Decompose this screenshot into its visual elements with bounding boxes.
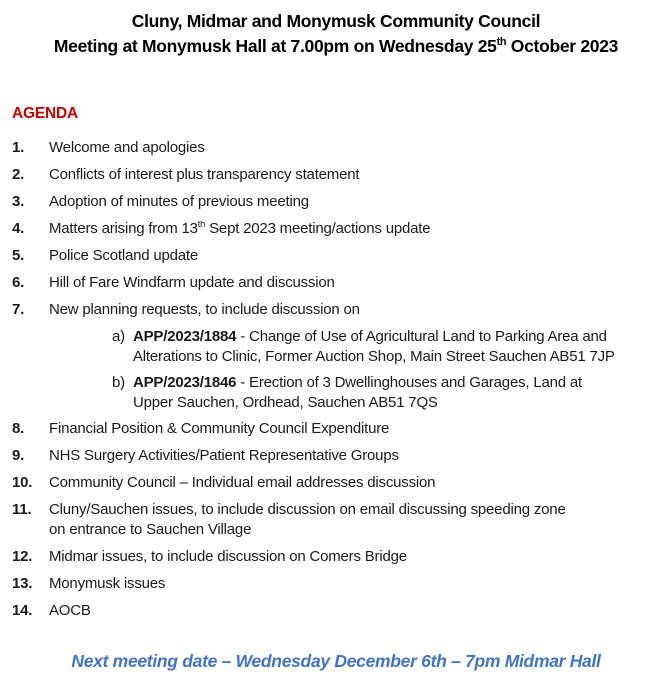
subitem-line-2: Alterations to Clinic, Former Auction Shop, Main Street Sauchen AB51 7JP	[133, 348, 615, 365]
planning-requests-sublist	[112, 327, 660, 413]
item-text	[49, 500, 566, 540]
agenda-item-9	[12, 446, 660, 466]
item-text: Financial Position & Community Council Expenditure	[49, 420, 390, 437]
agenda-item-12	[12, 547, 660, 567]
item-text	[49, 219, 430, 239]
item-line-2: on entrance to Sauchen Village	[49, 521, 252, 538]
item-text: Welcome and apologies	[49, 139, 205, 156]
agenda-list	[12, 138, 660, 621]
item-text: Conflicts of interest plus transparency statement	[49, 166, 360, 183]
agenda-item-11	[12, 500, 660, 540]
item-text: AOCB	[49, 602, 91, 619]
item-text-tail: Sept 2023 meeting/actions update	[205, 220, 431, 237]
item-text-pre: Matters arising from 13	[49, 220, 198, 237]
agenda-item-14	[12, 601, 660, 621]
item-number: 12.	[12, 548, 33, 565]
agenda-item-10	[12, 473, 660, 493]
agenda-item-7	[12, 300, 660, 320]
item-number: 11.	[12, 501, 32, 518]
agenda-item-13	[12, 574, 660, 594]
title-line-1: Cluny, Midmar and Monymusk Community Council	[131, 11, 541, 31]
subitem-label: b)	[112, 374, 125, 391]
item-text: Monymusk issues	[49, 575, 166, 592]
item-text: Police Scotland update	[49, 247, 199, 264]
title-line-2	[12, 34, 660, 59]
application-description: - Change of Use of Agricultural Land to Parking Area and	[236, 328, 607, 345]
item-number: 6.	[12, 274, 25, 291]
item-ordinal-superscript: th	[197, 219, 206, 229]
application-number: APP/2023/1846	[133, 374, 237, 391]
next-meeting-note: Next meeting date – Wednesday December 6th – 7pm Midmar Hall	[71, 651, 601, 671]
application-number: APP/2023/1884	[133, 328, 237, 345]
subitem-line-1	[133, 327, 615, 347]
item-number: 4.	[12, 220, 25, 237]
item-line-1: Cluny/Sauchen issues, to include discussion on email discussing speeding zone	[49, 501, 566, 518]
item-number: 2.	[12, 166, 25, 183]
item-text: Community Council – Individual email addresses discussion	[49, 474, 436, 491]
agenda-item-3	[12, 192, 660, 212]
item-number: 13.	[12, 575, 33, 592]
document-title	[12, 9, 660, 59]
item-text: Adoption of minutes of previous meeting	[49, 193, 309, 210]
agenda-heading: AGENDA	[12, 105, 78, 122]
agenda-item-8	[12, 419, 660, 439]
subitem-line-2: Upper Sauchen, Ordhead, Sauchen AB51 7QS	[133, 394, 438, 411]
subitem-label: a)	[112, 328, 125, 345]
subitem-line-1	[133, 373, 582, 393]
title-line-2-tail: October 2023	[506, 36, 619, 56]
agenda-item-1	[12, 138, 660, 158]
item-number: 7.	[12, 301, 25, 318]
agenda-item-6	[12, 273, 660, 293]
subitem-text	[133, 373, 582, 413]
item-number: 1.	[12, 139, 25, 156]
item-text: Midmar issues, to include discussion on Comers Bridge	[49, 548, 407, 565]
item-number: 9.	[12, 447, 25, 464]
title-ordinal-superscript: th	[496, 36, 507, 49]
subitem-text	[133, 327, 615, 367]
application-description: - Erection of 3 Dwellinghouses and Garages, Land at	[236, 374, 582, 391]
item-number: 5.	[12, 247, 25, 264]
agenda-item-5	[12, 246, 660, 266]
agenda-item-2	[12, 165, 660, 185]
item-number: 8.	[12, 420, 25, 437]
title-line-2-text: Meeting at Monymusk Hall at 7.00pm on Wednesday 25	[53, 36, 497, 56]
item-number: 14.	[12, 602, 33, 619]
item-text: New planning requests, to include discussion on	[49, 301, 360, 318]
agenda-item-4	[12, 219, 660, 239]
item-number: 10.	[12, 474, 33, 491]
planning-request-a	[112, 327, 660, 367]
planning-request-b	[112, 373, 660, 413]
item-text: NHS Surgery Activities/Patient Representative Groups	[49, 447, 399, 464]
item-number: 3.	[12, 193, 25, 210]
item-text: Hill of Fare Windfarm update and discussion	[49, 274, 335, 291]
